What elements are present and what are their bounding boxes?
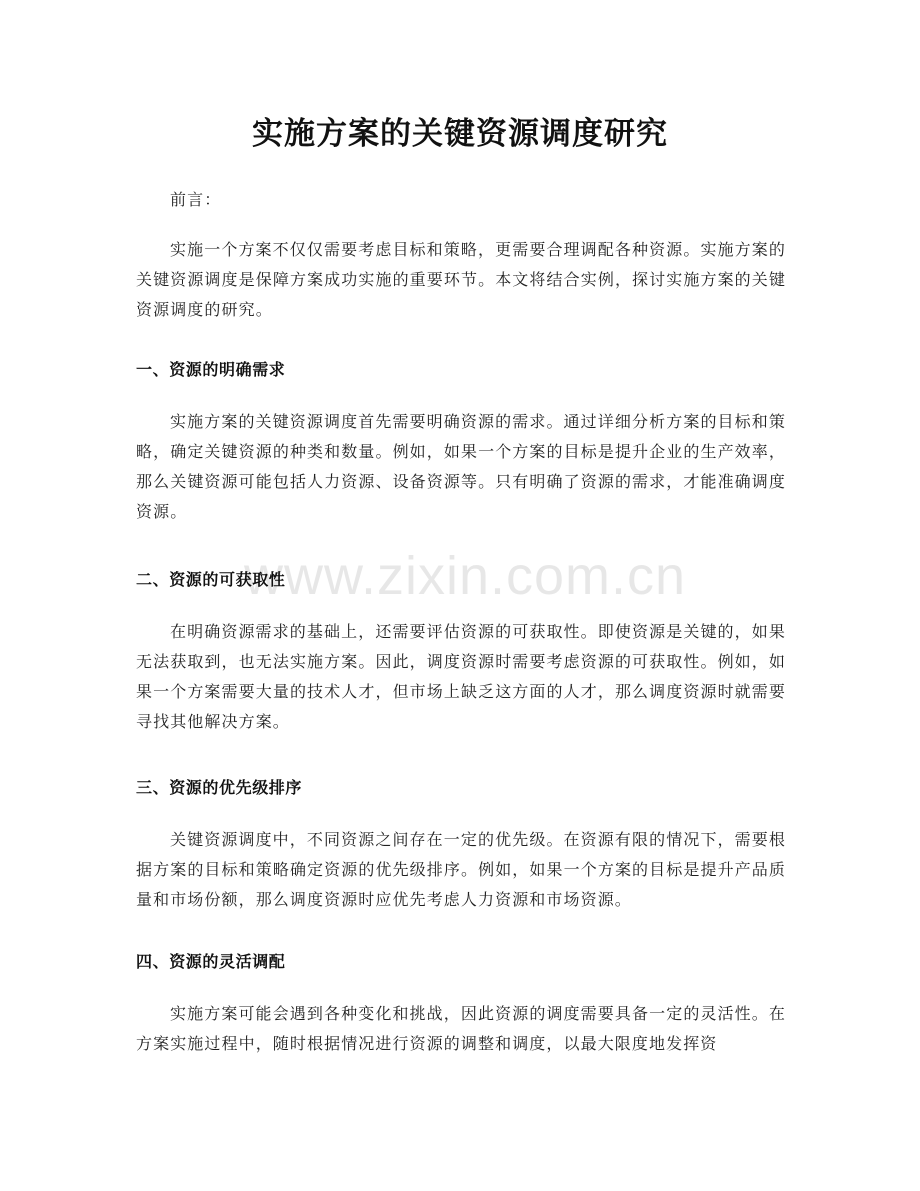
intro-paragraph: 实施一个方案不仅仅需要考虑目标和策略，更需要合理调配各种资源。实施方案的关键资源调度是保障方案成功实施的重要环节。本文将结合实例，探讨实施方案的关键资源调度的研究。 xyxy=(136,240,786,319)
section-body-1: 实施方案的关键资源调度首先需要明确资源的需求。通过详细分析方案的目标和策略，确定关键资源的种类和数量。例如，如果一个方案的目标是提升企业的生产效率，那么关键资源可能包括人力资源、设备资源等。只有明确了资源的需求，才能准确调度资源。 xyxy=(136,412,786,521)
section-body-2: 在明确资源需求的基础上，还需要评估资源的可获取性。即使资源是关键的，如果无法获取到，也无法实施方案。因此，调度资源时需要考虑资源的可获取性。例如，如果一个方案需要大量的技术人才，但市场上缺乏这方面的人才，那么调度资源时就需要寻找其他解决方案。 xyxy=(136,622,786,731)
document-title: 实施方案的关键资源调度研究 xyxy=(252,116,668,152)
watermark: www.zixin.com.cn xyxy=(243,546,687,606)
section-heading-3: 三、资源的优先级排序 xyxy=(136,778,303,797)
preface-label: 前言： xyxy=(170,190,222,209)
section-heading-1: 一、资源的明确需求 xyxy=(136,360,286,379)
section-body-3: 关键资源调度中，不同资源之间存在一定的优先级。在资源有限的情况下，需要根据方案的目标和策略确定资源的优先级排序。例如，如果一个方案的目标是提升产品质量和市场份额，那么调度资源时应优先考虑人力资源和市场资源。 xyxy=(136,830,786,909)
section-heading-4: 四、资源的灵活调配 xyxy=(136,952,286,971)
section-body-4: 实施方案可能会遇到各种变化和挑战，因此资源的调度需要具备一定的灵活性。在方案实施过程中，随时根据情况进行资源的调整和调度，以最大限度地发挥资 xyxy=(136,1004,786,1053)
section-heading-2: 二、资源的可获取性 xyxy=(136,570,286,589)
